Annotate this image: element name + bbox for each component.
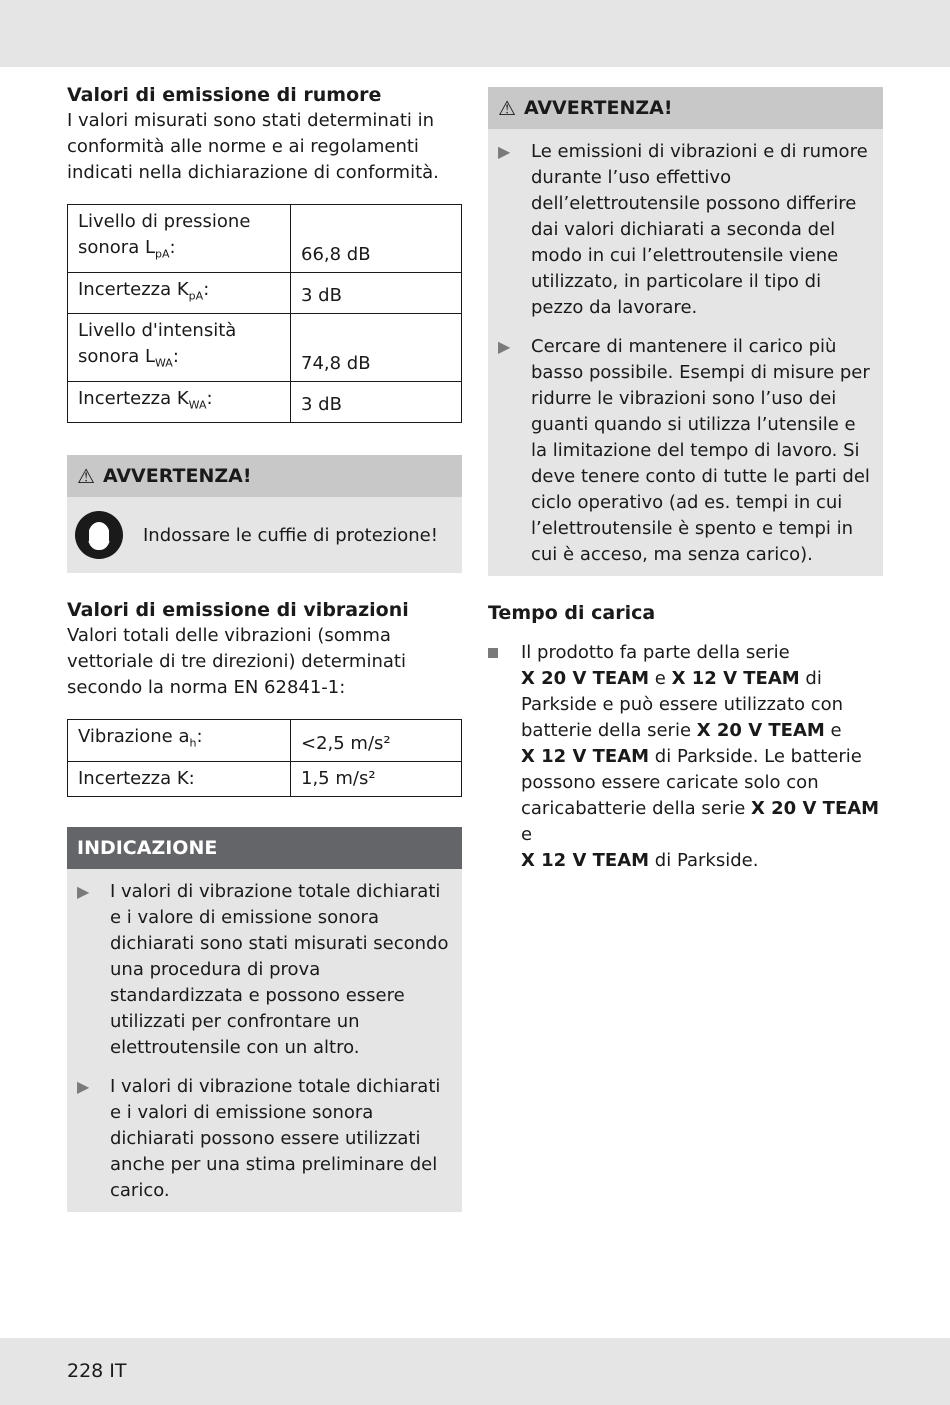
product-series-label: X 20 V TEAM xyxy=(696,720,825,741)
row-label-line1: Livello d'intensità xyxy=(78,320,237,342)
warning-title: AVVERTENZA! xyxy=(523,97,673,119)
hearing-protection-text: Indossare le cuffie di protezione! xyxy=(143,524,438,546)
warning-header xyxy=(67,455,462,497)
warning-triangle-icon: ⚠ xyxy=(498,96,516,120)
warning-triangle-icon: ⚠ xyxy=(77,464,95,489)
left-column xyxy=(67,82,462,1212)
right-column xyxy=(488,87,883,874)
row-label-subscript: h xyxy=(189,736,197,750)
list-item-text: Cercare di mantenere il carico più basso possibile. Esempi di misure per ridurre le vibrazioni sono l’uso dei guanti quando si utilizza l’utensile e la limitazione del tempo di lavoro. Si deve tenere conto di tutte le parti del ciclo operativo (ad es. tempi in cui l’elettroutensile è spento e tempi in cui è acceso, ma senza carico). xyxy=(531,336,870,565)
note-body xyxy=(67,869,462,1212)
vibration-heading: Valori di emissione di vibrazioni xyxy=(67,599,409,622)
row-label-suffix: : xyxy=(169,237,176,258)
row-label-suffix: : xyxy=(196,726,203,748)
vibration-table xyxy=(67,719,462,797)
table-row xyxy=(68,720,462,762)
table-cell-label xyxy=(68,381,291,423)
row-label-subscript: WA xyxy=(188,398,207,412)
row-label-subscript: pA xyxy=(155,247,170,261)
list-item-text: I valori di vibrazione totale dichiarati e i valore di emissione sonora dichiarati sono stati misurati secondo una procedura di prova standardizzata e possono essere utilizzati per confrontare un elettroutensile con un altro. xyxy=(110,880,449,1058)
row-label: Incertezza K xyxy=(78,278,189,300)
table-cell-value: 1,5 m/s² xyxy=(291,761,462,796)
product-series-label: X 20 V TEAM xyxy=(751,798,880,819)
row-label-subscript: WA xyxy=(155,356,173,370)
triangle-bullet-icon: ▶ xyxy=(77,1076,90,1096)
list-item-text: Le emissioni di vibrazioni e di rumore durante l’uso effettivo dell’elettroutensile possono differire dai valori dichiarati a seconda del modo in cui l’elettroutensile viene utilizzato, in particolare il tipo di pezzo da lavorare. xyxy=(531,141,868,318)
note-title: INDICAZIONE xyxy=(67,827,462,869)
triangle-bullet-icon: ▶ xyxy=(77,881,90,901)
list-item xyxy=(77,1074,452,1204)
charge-heading: Tempo di carica xyxy=(488,602,656,624)
table-cell-label: Incertezza K: xyxy=(68,761,291,796)
hearing-protection-icon xyxy=(75,511,123,559)
header-band xyxy=(0,0,950,67)
table-cell-value: 66,8 dB xyxy=(291,205,462,273)
noise-table xyxy=(67,204,462,423)
row-label-suffix: : xyxy=(203,278,210,300)
warning-body xyxy=(488,129,883,576)
charge-text-part: Il prodotto fa parte della serie xyxy=(521,642,790,663)
table-row xyxy=(68,381,462,423)
table-row xyxy=(68,314,462,382)
list-item xyxy=(498,139,873,321)
charge-text-part: di Parkside e può essere utilizzato con batterie della serie xyxy=(521,668,844,741)
hearing-warning-box xyxy=(67,455,462,573)
row-label: Vibrazione a xyxy=(78,726,190,748)
table-cell-value: 74,8 dB xyxy=(291,314,462,382)
table-cell-label xyxy=(68,205,291,273)
table-cell-value: <2,5 m/s² xyxy=(291,720,462,762)
table-row xyxy=(68,205,462,273)
table-cell-label xyxy=(68,272,291,314)
table-cell-label xyxy=(68,720,291,762)
row-label-suffix: : xyxy=(172,346,179,368)
list-item xyxy=(77,879,452,1061)
table-cell-value: 3 dB xyxy=(291,381,462,423)
charge-text-part: di Parkside. Le batterie possono essere caricate solo con caricabatterie della serie xyxy=(521,746,862,819)
charge-text-part: di Parkside. xyxy=(649,850,759,871)
product-series-label: X 12 V TEAM xyxy=(671,668,800,689)
charge-text-part: e xyxy=(521,824,533,845)
vibration-warning-box xyxy=(488,87,883,576)
note-box xyxy=(67,827,462,1212)
charge-text-part: e xyxy=(824,720,842,741)
table-row xyxy=(68,272,462,314)
noise-intro: I valori misurati sono stati determinati in conformità alle norme e ai regolamenti indicati nella dichiarazione di conformità. xyxy=(67,110,439,183)
list-item-text: I valori di vibrazione totale dichiarati e i valori di emissione sonora dichiarati possono essere utilizzati anche per una stima preliminare del carico. xyxy=(110,1075,441,1201)
row-label-line2: sonora L xyxy=(78,346,155,368)
charge-text-part: e xyxy=(649,668,672,689)
noise-heading: Valori di emissione di rumore xyxy=(67,84,382,106)
product-series-label: X 20 V TEAM xyxy=(521,668,650,689)
table-cell-value: 3 dB xyxy=(291,272,462,314)
row-label-line2: sonora L xyxy=(78,237,155,258)
triangle-bullet-icon: ▶ xyxy=(498,337,511,356)
page-number: 228 IT xyxy=(67,1360,127,1382)
product-series-label: X 12 V TEAM xyxy=(521,746,650,767)
square-bullet-icon xyxy=(488,640,521,874)
warning-title: AVVERTENZA! xyxy=(102,465,252,488)
footer-band xyxy=(0,1338,950,1405)
product-series-label: X 12 V TEAM xyxy=(521,850,650,871)
table-cell-label xyxy=(68,314,291,382)
row-label-line1: Livello di pressione xyxy=(78,211,251,232)
table-row xyxy=(68,761,462,796)
hearing-protection-row xyxy=(67,497,462,573)
row-label-suffix: : xyxy=(206,387,213,409)
list-item xyxy=(498,334,873,568)
vibration-intro: Valori totali delle vibrazioni (somma vettoriale di tre direzioni) determinati secondo la norma EN 62841-1: xyxy=(67,625,406,699)
charge-text xyxy=(521,640,883,874)
row-label-subscript: pA xyxy=(188,289,204,303)
triangle-bullet-icon: ▶ xyxy=(498,142,511,161)
list-item xyxy=(488,640,883,874)
row-label: Incertezza K xyxy=(78,387,189,409)
warning-header xyxy=(488,87,883,129)
